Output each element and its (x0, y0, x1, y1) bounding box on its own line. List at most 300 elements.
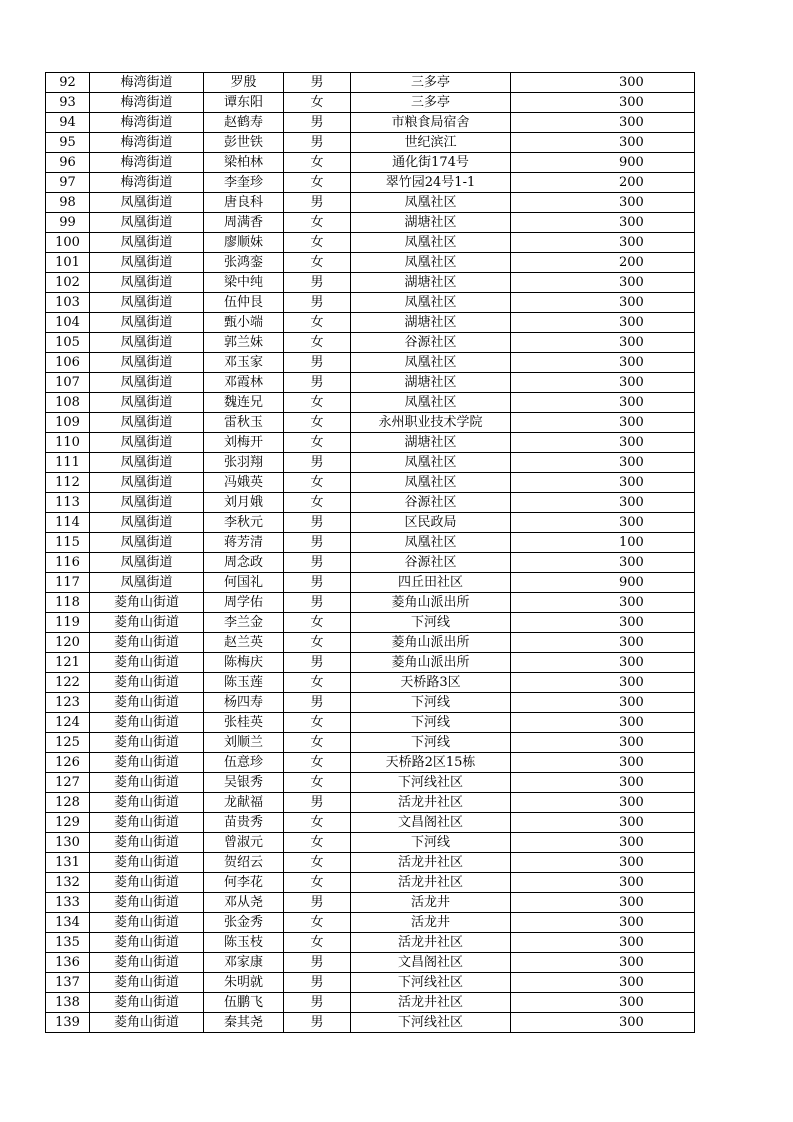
row-number-cell: 124 (46, 713, 90, 733)
street-cell: 凤凰街道 (90, 473, 204, 493)
table-row (46, 393, 695, 413)
street-cell: 梅湾街道 (90, 153, 204, 173)
address-cell: 湖塘社区 (351, 273, 511, 293)
row-number-cell: 127 (46, 773, 90, 793)
name-cell: 唐良科 (204, 193, 284, 213)
address-cell: 世纪滨江 (351, 133, 511, 153)
address-cell: 湖塘社区 (351, 433, 511, 453)
name-cell: 李秋元 (204, 513, 284, 533)
name-cell: 赵鹤寿 (204, 113, 284, 133)
row-number-cell: 115 (46, 533, 90, 553)
amount-cell: 300 (511, 753, 695, 773)
row-number-cell: 99 (46, 213, 90, 233)
table-row (46, 973, 695, 993)
name-cell: 张金秀 (204, 913, 284, 933)
address-cell: 翠竹园24号1-1 (351, 173, 511, 193)
gender-cell: 女 (284, 333, 351, 353)
name-cell: 朱明就 (204, 973, 284, 993)
name-cell: 郭兰妹 (204, 333, 284, 353)
street-cell: 菱角山街道 (90, 793, 204, 813)
table-row (46, 513, 695, 533)
table-row (46, 893, 695, 913)
address-cell: 活龙井社区 (351, 793, 511, 813)
row-number-cell: 117 (46, 573, 90, 593)
address-cell: 活龙井 (351, 913, 511, 933)
row-number-cell: 119 (46, 613, 90, 633)
street-cell: 菱角山街道 (90, 973, 204, 993)
amount-cell: 300 (511, 873, 695, 893)
table-row (46, 133, 695, 153)
name-cell: 伍鹏飞 (204, 993, 284, 1013)
table-row (46, 653, 695, 673)
gender-cell: 女 (284, 873, 351, 893)
gender-cell: 女 (284, 213, 351, 233)
address-cell: 凤凰社区 (351, 533, 511, 553)
table-row (46, 353, 695, 373)
amount-cell: 300 (511, 133, 695, 153)
name-cell: 杨四寿 (204, 693, 284, 713)
name-cell: 赵兰英 (204, 633, 284, 653)
amount-cell: 300 (511, 933, 695, 953)
amount-cell: 300 (511, 1013, 695, 1033)
street-cell: 菱角山街道 (90, 773, 204, 793)
row-number-cell: 110 (46, 433, 90, 453)
street-cell: 菱角山街道 (90, 593, 204, 613)
amount-cell: 300 (511, 793, 695, 813)
row-number-cell: 131 (46, 853, 90, 873)
table-row (46, 153, 695, 173)
name-cell: 邓家康 (204, 953, 284, 973)
row-number-cell: 95 (46, 133, 90, 153)
gender-cell: 男 (284, 293, 351, 313)
name-cell: 罗殷 (204, 73, 284, 93)
street-cell: 凤凰街道 (90, 553, 204, 573)
address-cell: 通化街174号 (351, 153, 511, 173)
amount-cell: 300 (511, 393, 695, 413)
amount-cell: 300 (511, 473, 695, 493)
address-cell: 天桥路3区 (351, 673, 511, 693)
name-cell: 刘梅开 (204, 433, 284, 453)
name-cell: 周学佑 (204, 593, 284, 613)
name-cell: 李奎珍 (204, 173, 284, 193)
address-cell: 下河线社区 (351, 1013, 511, 1033)
street-cell: 梅湾街道 (90, 133, 204, 153)
table-row (46, 313, 695, 333)
name-cell: 张鸿銮 (204, 253, 284, 273)
street-cell: 凤凰街道 (90, 413, 204, 433)
address-cell: 凤凰社区 (351, 473, 511, 493)
table-row (46, 213, 695, 233)
name-cell: 雷秋玉 (204, 413, 284, 433)
amount-cell: 300 (511, 613, 695, 633)
row-number-cell: 130 (46, 833, 90, 853)
street-cell: 菱角山街道 (90, 833, 204, 853)
gender-cell: 男 (284, 953, 351, 973)
name-cell: 张羽翔 (204, 453, 284, 473)
name-cell: 何国礼 (204, 573, 284, 593)
table-row (46, 473, 695, 493)
street-cell: 凤凰街道 (90, 273, 204, 293)
gender-cell: 男 (284, 893, 351, 913)
row-number-cell: 118 (46, 593, 90, 613)
gender-cell: 男 (284, 573, 351, 593)
row-number-cell: 109 (46, 413, 90, 433)
row-number-cell: 133 (46, 893, 90, 913)
table-body (46, 73, 695, 1033)
gender-cell: 女 (284, 233, 351, 253)
address-cell: 下河线 (351, 693, 511, 713)
street-cell: 梅湾街道 (90, 93, 204, 113)
amount-cell: 300 (511, 513, 695, 533)
street-cell: 梅湾街道 (90, 113, 204, 133)
gender-cell: 男 (284, 353, 351, 373)
gender-cell: 女 (284, 413, 351, 433)
table-row (46, 693, 695, 713)
table-row (46, 173, 695, 193)
gender-cell: 男 (284, 453, 351, 473)
amount-cell: 300 (511, 973, 695, 993)
amount-cell: 300 (511, 493, 695, 513)
address-cell: 凤凰社区 (351, 393, 511, 413)
row-number-cell: 114 (46, 513, 90, 533)
street-cell: 凤凰街道 (90, 233, 204, 253)
street-cell: 菱角山街道 (90, 1013, 204, 1033)
amount-cell: 300 (511, 213, 695, 233)
row-number-cell: 135 (46, 933, 90, 953)
table-row (46, 73, 695, 93)
table-row (46, 293, 695, 313)
table-row (46, 433, 695, 453)
row-number-cell: 136 (46, 953, 90, 973)
amount-cell: 300 (511, 373, 695, 393)
amount-cell: 900 (511, 153, 695, 173)
amount-cell: 300 (511, 353, 695, 373)
gender-cell: 女 (284, 933, 351, 953)
amount-cell: 300 (511, 913, 695, 933)
amount-cell: 900 (511, 573, 695, 593)
table-row (46, 113, 695, 133)
address-cell: 凤凰社区 (351, 453, 511, 473)
table-row (46, 673, 695, 693)
address-cell: 活龙井社区 (351, 933, 511, 953)
gender-cell: 女 (284, 433, 351, 453)
amount-cell: 300 (511, 993, 695, 1013)
gender-cell: 女 (284, 93, 351, 113)
address-cell: 湖塘社区 (351, 313, 511, 333)
street-cell: 凤凰街道 (90, 513, 204, 533)
row-number-cell: 105 (46, 333, 90, 353)
street-cell: 凤凰街道 (90, 533, 204, 553)
amount-cell: 300 (511, 693, 695, 713)
gender-cell: 男 (284, 273, 351, 293)
amount-cell: 300 (511, 93, 695, 113)
name-cell: 周满香 (204, 213, 284, 233)
name-cell: 曾淑元 (204, 833, 284, 853)
street-cell: 凤凰街道 (90, 433, 204, 453)
table-row (46, 953, 695, 973)
row-number-cell: 107 (46, 373, 90, 393)
table-row (46, 93, 695, 113)
gender-cell: 女 (284, 713, 351, 733)
row-number-cell: 96 (46, 153, 90, 173)
street-cell: 菱角山街道 (90, 613, 204, 633)
table-row (46, 373, 695, 393)
address-cell: 永州职业技术学院 (351, 413, 511, 433)
gender-cell: 女 (284, 813, 351, 833)
gender-cell: 男 (284, 513, 351, 533)
street-cell: 凤凰街道 (90, 493, 204, 513)
table-row (46, 633, 695, 653)
name-cell: 陈玉莲 (204, 673, 284, 693)
row-number-cell: 111 (46, 453, 90, 473)
row-number-cell: 138 (46, 993, 90, 1013)
row-number-cell: 134 (46, 913, 90, 933)
gender-cell: 男 (284, 1013, 351, 1033)
table-row (46, 873, 695, 893)
amount-cell: 300 (511, 773, 695, 793)
address-cell: 下河线社区 (351, 973, 511, 993)
street-cell: 菱角山街道 (90, 653, 204, 673)
street-cell: 菱角山街道 (90, 953, 204, 973)
amount-cell: 300 (511, 673, 695, 693)
data-table (45, 72, 695, 1033)
address-cell: 活龙井社区 (351, 873, 511, 893)
gender-cell: 女 (284, 253, 351, 273)
amount-cell: 300 (511, 453, 695, 473)
table-row (46, 853, 695, 873)
name-cell: 贺绍云 (204, 853, 284, 873)
table-row (46, 613, 695, 633)
row-number-cell: 128 (46, 793, 90, 813)
address-cell: 湖塘社区 (351, 373, 511, 393)
name-cell: 邓霞林 (204, 373, 284, 393)
row-number-cell: 100 (46, 233, 90, 253)
amount-cell: 300 (511, 813, 695, 833)
table-row (46, 553, 695, 573)
name-cell: 刘顺兰 (204, 733, 284, 753)
row-number-cell: 104 (46, 313, 90, 333)
gender-cell: 女 (284, 393, 351, 413)
address-cell: 活龙井 (351, 893, 511, 913)
table-row (46, 813, 695, 833)
amount-cell: 300 (511, 113, 695, 133)
address-cell: 活龙井社区 (351, 993, 511, 1013)
gender-cell: 男 (284, 553, 351, 573)
address-cell: 天桥路2区15栋 (351, 753, 511, 773)
table-row (46, 773, 695, 793)
name-cell: 张桂英 (204, 713, 284, 733)
street-cell: 凤凰街道 (90, 573, 204, 593)
amount-cell: 300 (511, 653, 695, 673)
address-cell: 下河线 (351, 713, 511, 733)
gender-cell: 男 (284, 593, 351, 613)
amount-cell: 300 (511, 833, 695, 853)
street-cell: 凤凰街道 (90, 393, 204, 413)
table-row (46, 793, 695, 813)
street-cell: 菱角山街道 (90, 673, 204, 693)
gender-cell: 男 (284, 133, 351, 153)
row-number-cell: 102 (46, 273, 90, 293)
amount-cell: 300 (511, 953, 695, 973)
street-cell: 凤凰街道 (90, 293, 204, 313)
amount-cell: 100 (511, 533, 695, 553)
gender-cell: 女 (284, 673, 351, 693)
amount-cell: 200 (511, 173, 695, 193)
gender-cell: 男 (284, 653, 351, 673)
gender-cell: 男 (284, 73, 351, 93)
gender-cell: 女 (284, 913, 351, 933)
gender-cell: 女 (284, 613, 351, 633)
row-number-cell: 116 (46, 553, 90, 573)
street-cell: 菱角山街道 (90, 853, 204, 873)
gender-cell: 女 (284, 833, 351, 853)
street-cell: 菱角山街道 (90, 713, 204, 733)
row-number-cell: 137 (46, 973, 90, 993)
gender-cell: 男 (284, 973, 351, 993)
street-cell: 梅湾街道 (90, 73, 204, 93)
name-cell: 何李花 (204, 873, 284, 893)
address-cell: 凤凰社区 (351, 353, 511, 373)
address-cell: 下河线 (351, 733, 511, 753)
street-cell: 凤凰街道 (90, 213, 204, 233)
name-cell: 龙献福 (204, 793, 284, 813)
name-cell: 蒋芳清 (204, 533, 284, 553)
address-cell: 市粮食局宿舍 (351, 113, 511, 133)
table-row (46, 533, 695, 553)
amount-cell: 300 (511, 593, 695, 613)
row-number-cell: 122 (46, 673, 90, 693)
address-cell: 湖塘社区 (351, 213, 511, 233)
name-cell: 魏连兄 (204, 393, 284, 413)
name-cell: 廖顺妹 (204, 233, 284, 253)
amount-cell: 300 (511, 853, 695, 873)
row-number-cell: 139 (46, 1013, 90, 1033)
name-cell: 谭东阳 (204, 93, 284, 113)
row-number-cell: 125 (46, 733, 90, 753)
name-cell: 邓从尧 (204, 893, 284, 913)
table-row (46, 333, 695, 353)
table-row (46, 833, 695, 853)
gender-cell: 女 (284, 153, 351, 173)
street-cell: 菱角山街道 (90, 933, 204, 953)
street-cell: 菱角山街道 (90, 993, 204, 1013)
street-cell: 凤凰街道 (90, 353, 204, 373)
street-cell: 凤凰街道 (90, 193, 204, 213)
amount-cell: 300 (511, 313, 695, 333)
gender-cell: 男 (284, 113, 351, 133)
table-row (46, 273, 695, 293)
street-cell: 菱角山街道 (90, 633, 204, 653)
name-cell: 梁中纯 (204, 273, 284, 293)
name-cell: 李兰金 (204, 613, 284, 633)
amount-cell: 300 (511, 193, 695, 213)
street-cell: 菱角山街道 (90, 733, 204, 753)
name-cell: 秦其尧 (204, 1013, 284, 1033)
table-row (46, 193, 695, 213)
street-cell: 凤凰街道 (90, 333, 204, 353)
address-cell: 谷源社区 (351, 333, 511, 353)
amount-cell: 300 (511, 633, 695, 653)
gender-cell: 女 (284, 853, 351, 873)
gender-cell: 女 (284, 473, 351, 493)
row-number-cell: 113 (46, 493, 90, 513)
gender-cell: 女 (284, 773, 351, 793)
row-number-cell: 103 (46, 293, 90, 313)
row-number-cell: 93 (46, 93, 90, 113)
address-cell: 下河线社区 (351, 773, 511, 793)
address-cell: 凤凰社区 (351, 293, 511, 313)
address-cell: 凤凰社区 (351, 253, 511, 273)
table-row (46, 933, 695, 953)
address-cell: 区民政局 (351, 513, 511, 533)
row-number-cell: 108 (46, 393, 90, 413)
address-cell: 文昌阁社区 (351, 953, 511, 973)
address-cell: 菱角山派出所 (351, 633, 511, 653)
table-row (46, 993, 695, 1013)
name-cell: 吴银秀 (204, 773, 284, 793)
gender-cell: 男 (284, 533, 351, 553)
row-number-cell: 123 (46, 693, 90, 713)
name-cell: 刘月娥 (204, 493, 284, 513)
name-cell: 邓玉家 (204, 353, 284, 373)
row-number-cell: 132 (46, 873, 90, 893)
address-cell: 菱角山派出所 (351, 593, 511, 613)
street-cell: 凤凰街道 (90, 453, 204, 473)
gender-cell: 男 (284, 793, 351, 813)
gender-cell: 女 (284, 313, 351, 333)
table-row (46, 713, 695, 733)
table-row (46, 593, 695, 613)
amount-cell: 200 (511, 253, 695, 273)
address-cell: 三多亭 (351, 73, 511, 93)
amount-cell: 300 (511, 413, 695, 433)
amount-cell: 300 (511, 893, 695, 913)
name-cell: 彭世铁 (204, 133, 284, 153)
row-number-cell: 120 (46, 633, 90, 653)
table-row (46, 413, 695, 433)
address-cell: 四丘田社区 (351, 573, 511, 593)
street-cell: 菱角山街道 (90, 753, 204, 773)
street-cell: 菱角山街道 (90, 693, 204, 713)
name-cell: 甄小端 (204, 313, 284, 333)
name-cell: 苗贵秀 (204, 813, 284, 833)
amount-cell: 300 (511, 433, 695, 453)
table-row (46, 913, 695, 933)
table-row (46, 733, 695, 753)
table-row (46, 753, 695, 773)
table-row (46, 233, 695, 253)
row-number-cell: 98 (46, 193, 90, 213)
address-cell: 菱角山派出所 (351, 653, 511, 673)
row-number-cell: 129 (46, 813, 90, 833)
amount-cell: 300 (511, 233, 695, 253)
street-cell: 梅湾街道 (90, 173, 204, 193)
name-cell: 冯娥英 (204, 473, 284, 493)
address-cell: 谷源社区 (351, 493, 511, 513)
row-number-cell: 112 (46, 473, 90, 493)
row-number-cell: 94 (46, 113, 90, 133)
name-cell: 伍意珍 (204, 753, 284, 773)
gender-cell: 女 (284, 493, 351, 513)
address-cell: 凤凰社区 (351, 193, 511, 213)
amount-cell: 300 (511, 293, 695, 313)
row-number-cell: 121 (46, 653, 90, 673)
gender-cell: 女 (284, 173, 351, 193)
gender-cell: 女 (284, 753, 351, 773)
street-cell: 菱角山街道 (90, 893, 204, 913)
name-cell: 梁柏林 (204, 153, 284, 173)
amount-cell: 300 (511, 273, 695, 293)
